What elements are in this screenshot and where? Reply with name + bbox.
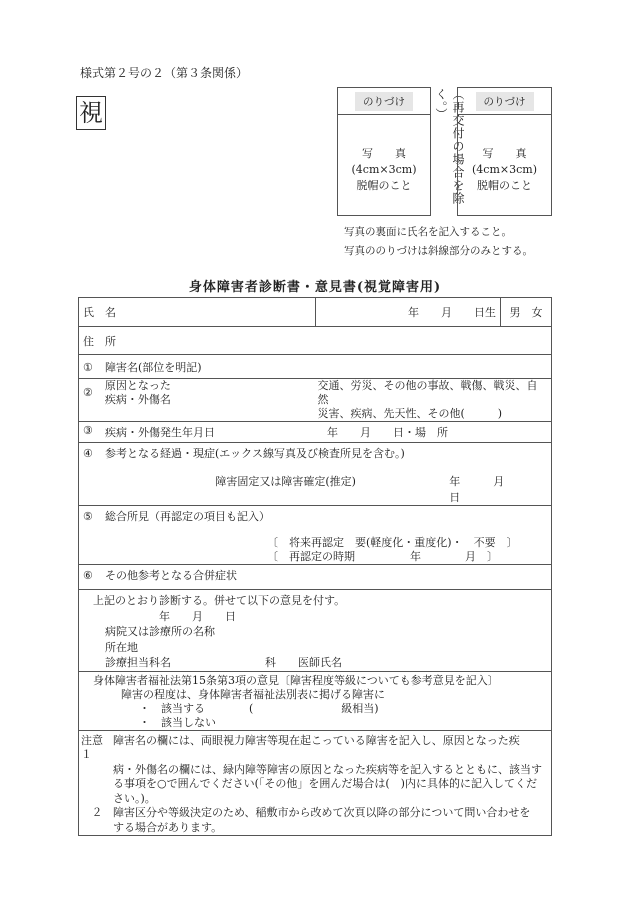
note-1-label: 注意１	[81, 733, 103, 761]
row-4-number: ④	[83, 447, 93, 460]
form-number: 様式第２号の２（第３条関係）	[80, 66, 249, 80]
row-2-options-2: 災害、疾病、先天性、その他( )	[317, 407, 503, 420]
row-2-label-1: 原因となった	[104, 379, 171, 392]
row-complications[interactable]	[79, 565, 552, 590]
row-3-date: 年 月 日・場 所	[327, 426, 448, 439]
paste-label-right: のりづけ	[476, 92, 534, 111]
opinion-section	[79, 671, 552, 730]
row-3-label: 疾病・外傷発生年月日	[105, 426, 215, 439]
row-4-date: 年 月 日	[449, 475, 538, 504]
row-6-number: ⑥	[83, 569, 93, 582]
row-3-number: ③	[83, 424, 93, 437]
hospital-name-label: 病院又は診療所の名称	[105, 625, 215, 638]
birthdate-label: 年 月 日生	[408, 306, 496, 319]
reissue-note: （再交付の場合を除く。）	[434, 88, 465, 205]
diagnosis-statement: 上記のとおり診断する。併せて以下の意見を付す。	[93, 594, 346, 607]
name-field[interactable]	[79, 298, 316, 327]
photo-note-2: 写真ののりづけは斜線部分のみとする。	[344, 245, 533, 257]
row-cause[interactable]	[79, 379, 552, 422]
re-certification-line: 〔 将来再認定 要(軽度化・重度化)・ 不要 〕	[267, 536, 518, 549]
photo-label-left: 写 真	[362, 147, 406, 160]
photo-hat-left: 脱帽のこと	[356, 179, 412, 192]
photo-hat-right: 脱帽のこと	[477, 179, 532, 192]
photo-size-right: (4cm×3cm)	[472, 163, 537, 176]
diagnosis-form	[78, 297, 552, 836]
paste-label-left: のりづけ	[355, 92, 413, 111]
photo-box-left	[337, 87, 431, 216]
row-1-label: 障害名(部位を明記)	[105, 360, 202, 374]
row-4-label: 参考となる経過・現症(エックス線写真及び検査所見を含む。)	[105, 447, 405, 460]
name-label: 氏 名	[83, 306, 116, 319]
note-1-line-1: 障害名の欄には、両眼視力障害等現在起こっている障害を記入し、原因となった疾	[113, 733, 520, 747]
department-label: 診療担当科名	[105, 656, 171, 669]
address-label: 住 所	[83, 334, 116, 348]
opinion-degree: 障害の程度は、身体障害者福祉法別表に掲げる障害に	[121, 687, 385, 701]
photo-size-left: (4cm×3cm)	[351, 163, 417, 176]
row-history[interactable]	[79, 443, 552, 506]
notes-section	[79, 730, 552, 836]
category-kanji: 視	[79, 99, 103, 127]
diagnosis-section	[79, 590, 552, 672]
row-5-label: 総合所見（再認定の項目も記入）	[105, 510, 270, 523]
opinion-applicable[interactable]: ・ 該当する ( 級相当)	[139, 701, 379, 715]
page-title: 身体障害者診断書・意見書(視覚障害用)	[188, 280, 442, 295]
opinion-not-applicable[interactable]: ・ 該当しない	[139, 715, 216, 729]
row-2-options-1: 交通、労災、その他の事故、戦傷、戦災、自然	[317, 379, 538, 406]
category-kanji-box	[76, 96, 106, 130]
re-certification-period: 〔 再認定の時期 年 月 〕	[267, 550, 498, 563]
row-4-fixed-label: 障害固定又は障害確定(推定)	[215, 475, 356, 488]
birthdate-field[interactable]	[316, 298, 501, 327]
photo-box-right	[457, 87, 552, 216]
row-5-number: ⑤	[83, 510, 93, 523]
note-2-label: ２	[91, 806, 103, 819]
gender-label: 男 女	[509, 306, 543, 319]
row-general-findings[interactable]	[79, 506, 552, 565]
doctor-name-label: 科 医師氏名	[265, 656, 342, 669]
row-disability-name[interactable]	[79, 355, 552, 379]
row-6-label: その他参考となる合併症状	[105, 569, 237, 582]
note-2-line-2: する場合があります。	[113, 820, 223, 834]
opinion-law: 身体障害者福祉法第15条第3項の意見〔障害程度等級についても参考意見を記入〕	[93, 673, 499, 687]
note-1-line-2: 病・外傷名の欄には、緑内障等障害の原因となった疾病等を記入するとともに、該当す	[113, 762, 542, 776]
row-2-label-2: 疾病・外傷名	[104, 393, 171, 406]
diagnosis-date[interactable]: 年 月 日	[159, 609, 236, 623]
location-label: 所在地	[105, 640, 138, 654]
note-2-line-1: 障害区分や等級決定のため、稲敷市から改めて次頁以降の部分について問い合わせを	[113, 806, 531, 819]
row-2-number: ②	[83, 386, 93, 399]
note-1-line-3: る事項を○で囲んでください(「その他」を囲んだ場合は( )内に具体的に記入してくだ	[113, 777, 537, 790]
gender-field[interactable]	[501, 298, 552, 327]
note-1-line-4: さい。)。	[113, 791, 156, 805]
row-1-number: ①	[83, 360, 93, 374]
photo-note-1: 写真の裏面に氏名を記入すること。	[344, 226, 512, 238]
photo-label-right: 写 真	[482, 147, 527, 160]
row-onset-date[interactable]	[79, 422, 552, 443]
address-field[interactable]	[79, 327, 552, 355]
